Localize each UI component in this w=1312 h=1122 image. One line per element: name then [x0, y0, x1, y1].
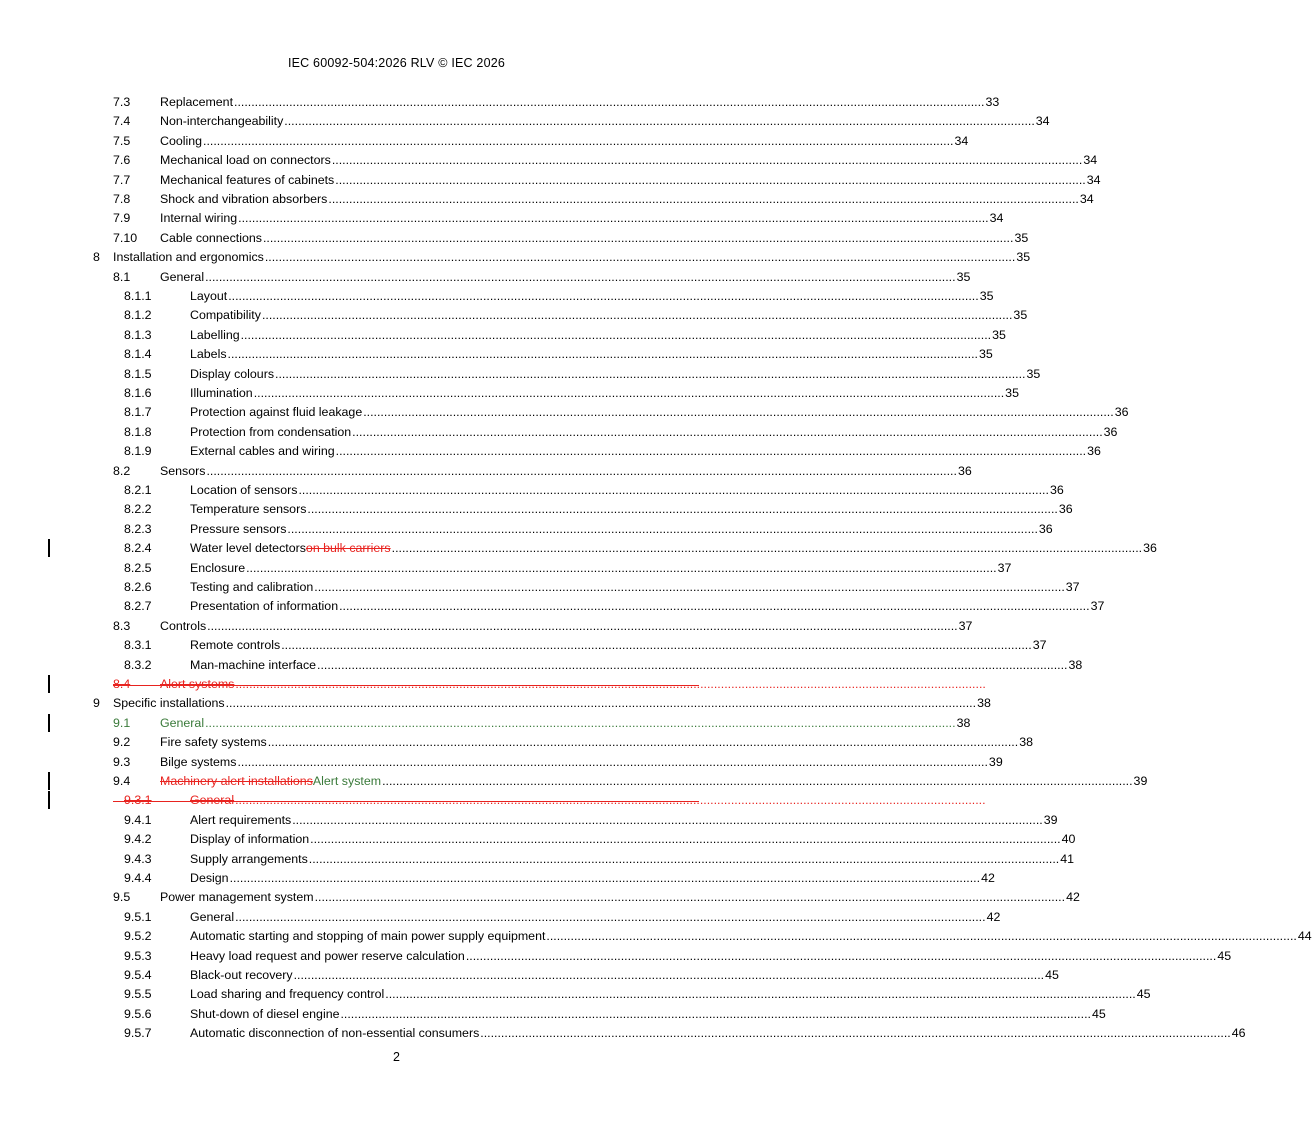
toc-row[interactable] — [0, 520, 1053, 539]
toc-number: 8.1.6 — [124, 386, 152, 400]
toc-title: Bilge systems — [160, 754, 237, 769]
dot-leader: .......................................................................................................................................................................................................................... — [234, 95, 985, 109]
toc-number: 8.1.4 — [124, 347, 152, 362]
toc-title: Location of sensors — [190, 483, 298, 497]
toc-page-number: 35 — [1013, 308, 1028, 323]
dot-leader: .......................................................................................................................................................................................................................... — [314, 890, 1066, 905]
toc-page-number: 36 — [1038, 521, 1053, 536]
toc-number: 9.1 — [113, 715, 131, 730]
toc-row[interactable] — [0, 791, 986, 810]
toc-page-number: 40 — [1061, 832, 1076, 847]
dot-leader: .......................................................................................................................................................................................................................... — [225, 696, 977, 711]
dot-leader: .......................................................................................................................................................................................................................... — [317, 657, 1068, 672]
toc-number: 8.2.5 — [124, 560, 152, 575]
toc-title: Black-out recovery — [190, 968, 293, 982]
toc-row[interactable] — [0, 481, 1064, 500]
toc-page-number: 39 — [988, 754, 1003, 769]
toc-number: 9.5.5 — [124, 987, 152, 1002]
dot-leader: .......................................................................................................................................................................................................................... — [205, 715, 956, 730]
toc-page-number: 46 — [1231, 1026, 1246, 1041]
toc-title: Enclosure — [190, 560, 246, 575]
toc-row[interactable] — [0, 93, 1000, 112]
toc-row[interactable] — [0, 617, 973, 636]
change-bar — [48, 714, 50, 732]
toc-row[interactable] — [0, 403, 1129, 422]
toc-title: Power management system — [160, 890, 314, 905]
toc-page-number: 35 — [979, 347, 993, 362]
toc-row[interactable] — [0, 656, 1083, 675]
toc-number: 8.2.1 — [124, 483, 152, 497]
toc-page-number: 45 — [1045, 968, 1059, 982]
dot-leader: .......................................................................................................................................................................................................................... — [546, 929, 1297, 944]
toc-number: 7.6 — [113, 153, 131, 168]
toc-row[interactable] — [0, 578, 1080, 597]
toc-row[interactable] — [0, 500, 1073, 519]
toc-page-number: 35 — [992, 327, 1006, 342]
toc-number: 7.4 — [113, 114, 131, 129]
dot-leader: .......................................................................................................................................................................................................................... — [203, 133, 954, 148]
toc-title: Display colours — [190, 366, 275, 381]
toc-row[interactable] — [0, 927, 1312, 946]
toc-title: Load sharing and frequency control — [190, 987, 385, 1002]
toc-row[interactable] — [0, 675, 986, 694]
toc-page-number: 36 — [1103, 424, 1118, 439]
dot-leader: .......................................................................................................................................................................................................................... — [293, 968, 1045, 982]
inserted-text: Alert system — [312, 774, 382, 788]
dot-leader: .......................................................................................................................................................................................................................... — [229, 871, 981, 885]
toc-page-number: 44 — [1297, 929, 1312, 944]
toc-number: 9.5.6 — [124, 1006, 152, 1021]
toc-title: Illumination — [190, 386, 253, 400]
toc-number: 8.3.1 — [124, 638, 152, 653]
toc-page-number: 34 — [1083, 153, 1098, 168]
toc-page-number: 36 — [1114, 405, 1129, 420]
toc-number: 8.2.3 — [124, 521, 152, 536]
toc-title: General — [160, 715, 205, 730]
dot-leader: .......................................................................................................................................................................................................................... — [308, 851, 1060, 866]
dot-leader: .......................................................................................................................................................................................................................... — [267, 735, 1019, 750]
dot-leader: .......................................................................................................................................................................................................................... — [307, 502, 1058, 517]
toc-row[interactable] — [0, 132, 969, 151]
toc-row[interactable] — [0, 462, 972, 481]
toc-row[interactable] — [0, 423, 1118, 442]
toc-title: Cooling — [160, 133, 203, 148]
toc-row[interactable] — [0, 171, 1101, 190]
toc-page-number: 37 — [997, 560, 1012, 575]
page-number: 2 — [393, 1050, 400, 1064]
toc-number: 7.7 — [113, 172, 131, 187]
dot-leader: .......................................................................................................................................................................................................................... — [328, 192, 1079, 206]
dot-leader: .......................................................................................................................................................................................................................... — [292, 812, 1043, 827]
toc-page-number: 38 — [1068, 657, 1083, 672]
toc-number: 7.5 — [113, 133, 131, 148]
toc-title: Presentation of information — [190, 599, 339, 614]
toc-row[interactable] — [0, 287, 994, 306]
dot-leader: .......................................................................................................................................................................................................................... — [206, 463, 957, 478]
toc-number: 9.5 — [113, 890, 131, 905]
toc-title: Design — [190, 871, 229, 885]
toc-page-number: 38 — [956, 715, 971, 730]
dot-leader: .......................................................................................................................................................................................................................... — [235, 793, 986, 808]
dot-leader: .......................................................................................................................................................................................................................... — [235, 677, 986, 691]
toc-row[interactable] — [0, 384, 1019, 403]
toc-number: 8.1.7 — [124, 405, 152, 420]
toc-number: 8.3.2 — [124, 657, 152, 672]
toc-page-number: 38 — [1019, 735, 1033, 750]
dot-leader: .......................................................................................................................................................................................................................... — [287, 521, 1038, 536]
toc-title: Cable connections — [160, 230, 262, 245]
toc-row[interactable] — [0, 947, 1232, 966]
toc-number: 9.5.1 — [124, 909, 152, 924]
toc-title: Man-machine interface — [190, 657, 317, 672]
toc-page-number: 39 — [1133, 774, 1148, 788]
toc-row[interactable] — [0, 365, 1041, 384]
toc-page-number: 42 — [981, 871, 995, 885]
toc-number: 9.5.3 — [124, 948, 152, 963]
dot-leader: .......................................................................................................................................................................................................................... — [264, 250, 1016, 265]
toc-number: 9.5.2 — [124, 929, 152, 944]
dot-leader: .......................................................................................................................................................................................................................... — [238, 211, 989, 226]
toc-title: Temperature sensors — [190, 502, 307, 517]
toc-title: Labelling — [190, 327, 240, 342]
toc-title: Non-interchangeability — [160, 114, 284, 129]
toc-title: Layout — [190, 289, 228, 303]
dot-leader: .......................................................................................................................................................................................................................... — [235, 909, 986, 924]
toc-title: Remote controls — [190, 638, 281, 653]
toc-title: Automatic starting and stopping of main power supply equipment — [190, 929, 546, 944]
toc-title: Pressure sensors — [190, 521, 287, 536]
toc-page-number: 42 — [986, 909, 1001, 924]
dot-leader: .......................................................................................................................................................................................................................... — [382, 774, 1133, 788]
dot-leader: .......................................................................................................................................................................................................................... — [363, 405, 1114, 420]
toc-title: Protection against fluid leakage — [190, 405, 363, 420]
toc-row[interactable] — [0, 1024, 1246, 1043]
toc-title: Internal wiring — [160, 211, 238, 226]
toc-number: 8.4 — [113, 677, 131, 691]
toc-page-number: 38 — [977, 696, 991, 711]
toc-title: Alert requirements — [190, 812, 292, 827]
toc-page-number: 37 — [1090, 599, 1105, 614]
toc-number: 9.4.3 — [124, 851, 152, 866]
toc-row[interactable] — [0, 811, 1058, 830]
toc-title: Water level detectors — [190, 541, 306, 556]
deleted-text: Machinery alert installations — [160, 774, 313, 788]
dot-leader: .......................................................................................................................................................................................................................... — [340, 1006, 1091, 1021]
toc-row[interactable] — [0, 830, 1076, 849]
toc-row[interactable] — [0, 597, 1105, 616]
toc-number: 8.2.2 — [124, 502, 152, 517]
toc-row[interactable] — [0, 753, 1003, 772]
toc-row[interactable] — [0, 559, 1012, 578]
dot-leader: .......................................................................................................................................................................................................................... — [237, 754, 988, 769]
toc-row[interactable] — [0, 850, 1075, 869]
toc-page-number: 41 — [1060, 851, 1075, 866]
toc-page-number: 36 — [1087, 444, 1101, 459]
toc-title: Testing and calibration — [190, 580, 314, 594]
toc-page-number: 35 — [979, 289, 994, 303]
dot-leader: .......................................................................................................................................................................................................................... — [310, 832, 1061, 847]
dot-leader: .......................................................................................................................................................................................................................... — [275, 366, 1026, 381]
toc-row[interactable] — [0, 636, 1047, 655]
toc-row[interactable] — [0, 1005, 1106, 1024]
toc-page-number: 35 — [1026, 366, 1041, 381]
toc-row[interactable] — [0, 908, 1001, 927]
toc-row[interactable] — [0, 268, 971, 287]
toc-page-number: 39 — [1043, 812, 1058, 827]
toc-row[interactable] — [0, 733, 1033, 752]
dot-leader: .......................................................................................................................................................................................................................... — [284, 114, 1035, 129]
toc-row[interactable] — [0, 229, 1029, 248]
dot-leader: .......................................................................................................................................................................................................................... — [228, 289, 979, 303]
toc-title: Automatic disconnection of non-essential consumers — [190, 1026, 480, 1041]
toc-page-number: 34 — [1086, 172, 1101, 187]
dot-leader: .......................................................................................................................................................................................................................... — [246, 560, 997, 575]
toc-page-number: 36 — [1058, 502, 1073, 517]
toc-number: 9.2 — [113, 735, 131, 750]
toc-row[interactable] — [0, 151, 1098, 170]
toc-number: 8.2 — [113, 463, 131, 478]
toc-title: Alert systems — [160, 677, 235, 691]
toc-row[interactable] — [0, 772, 1148, 791]
toc-page-number: 37 — [958, 618, 973, 633]
toc-number: 9.3.1 — [124, 793, 152, 808]
toc-page-number: 34 — [1079, 192, 1094, 206]
change-bar — [48, 791, 50, 809]
dot-leader: .......................................................................................................................................................................................................................... — [253, 386, 1005, 400]
toc-number: 7.10 — [113, 230, 138, 245]
toc-page-number: 35 — [1016, 250, 1031, 265]
toc-number: 9 — [93, 696, 100, 711]
toc-title: Labels — [190, 347, 227, 362]
toc-page-number: 34 — [954, 133, 969, 148]
toc-number: 8.1.5 — [124, 366, 152, 381]
dot-leader: .......................................................................................................................................................................................................................... — [207, 618, 958, 633]
dot-leader: .......................................................................................................................................................................................................................... — [352, 424, 1103, 439]
toc-title: Compatibility — [190, 308, 261, 323]
dot-leader: .......................................................................................................................................................................................................................... — [314, 580, 1065, 594]
toc-title: General — [190, 793, 235, 808]
toc-page-number: 45 — [1217, 948, 1232, 963]
toc-row[interactable] — [0, 888, 1080, 907]
toc-row[interactable] — [0, 112, 1050, 131]
toc-title: Fire safety systems — [160, 735, 267, 750]
dot-leader: .......................................................................................................................................................................................................................... — [331, 153, 1083, 168]
change-bar — [48, 675, 50, 693]
toc-number: 9.4.2 — [124, 832, 152, 847]
toc-row[interactable] — [0, 248, 1031, 267]
dot-leader: .......................................................................................................................................................................................................................... — [298, 483, 1049, 497]
toc-title: Controls — [160, 618, 207, 633]
toc-title: Replacement — [160, 95, 234, 109]
toc-page-number: 36 — [957, 463, 972, 478]
page-header: IEC 60092-504:2026 RLV © IEC 2026 — [287, 56, 506, 70]
toc-title: Supply arrangements — [190, 851, 308, 866]
toc-row[interactable] — [0, 190, 1094, 209]
toc-row[interactable] — [0, 966, 1059, 985]
deleted-text: on bulk carriers — [305, 541, 391, 556]
dot-leader: .......................................................................................................................................................................................................................... — [240, 327, 992, 342]
toc-title: Shut-down of diesel engine — [190, 1006, 340, 1021]
toc-page-number: 45 — [1091, 1006, 1106, 1021]
toc-page-number: 34 — [989, 211, 1004, 226]
toc-number: 8.1.2 — [124, 308, 152, 323]
dot-leader: .......................................................................................................................................................................................................................... — [205, 269, 956, 284]
toc-title: General — [190, 909, 235, 924]
toc-page-number: 35 — [1014, 230, 1029, 245]
toc-page-number: 37 — [1032, 638, 1047, 653]
toc-number: 9.4.1 — [124, 812, 152, 827]
toc-number: 8 — [93, 250, 100, 265]
toc-row[interactable] — [0, 442, 1101, 461]
toc-row[interactable] — [0, 345, 993, 364]
toc-title: Specific installations — [113, 696, 225, 711]
toc-number: 8.2.7 — [124, 599, 152, 614]
toc-title: General — [160, 269, 205, 284]
toc-number: 8.3 — [113, 618, 131, 633]
toc-page-number: 34 — [1035, 114, 1050, 129]
toc-number: 9.4 — [113, 774, 131, 788]
change-bar — [48, 539, 50, 557]
dot-leader: .......................................................................................................................................................................................................................... — [281, 638, 1032, 653]
toc-page-number: 35 — [1005, 386, 1019, 400]
toc-row[interactable] — [0, 869, 995, 888]
toc-row[interactable] — [0, 694, 991, 713]
toc-title: Heavy load request and power reserve calculation — [190, 948, 465, 963]
toc-page-number: 36 — [1049, 483, 1064, 497]
toc-number: 8.1.8 — [124, 424, 152, 439]
toc-title: Display of information — [190, 832, 310, 847]
toc-row[interactable] — [0, 539, 1157, 558]
toc-row[interactable] — [0, 326, 1006, 345]
dot-leader: .......................................................................................................................................................................................................................... — [465, 948, 1217, 963]
dot-leader: .......................................................................................................................................................................................................................... — [391, 541, 1143, 556]
toc-number: 9.5.4 — [124, 968, 152, 982]
toc-number: 8.2.6 — [124, 580, 152, 594]
toc-page-number: 35 — [956, 269, 971, 284]
dot-leader: .......................................................................................................................................................................................................................... — [335, 172, 1086, 187]
dot-leader: .......................................................................................................................................................................................................................... — [339, 599, 1090, 614]
toc-title: Sensors — [160, 463, 206, 478]
dot-leader: .......................................................................................................................................................................................................................... — [261, 308, 1013, 323]
toc-page-number: 37 — [1065, 580, 1080, 594]
dot-leader: .......................................................................................................................................................................................................................... — [262, 230, 1014, 245]
change-bar — [48, 772, 50, 790]
toc-page-number: 45 — [1136, 987, 1151, 1002]
toc-page-number: 33 — [985, 95, 1000, 109]
toc-title: Protection from condensation — [190, 424, 352, 439]
toc-number: 9.4.4 — [124, 871, 152, 885]
dot-leader: .......................................................................................................................................................................................................................... — [480, 1026, 1231, 1041]
toc-number: 8.1.3 — [124, 327, 152, 342]
toc-title: Mechanical load on connectors — [160, 153, 331, 168]
toc-number: 7.3 — [113, 95, 131, 109]
toc-title: Mechanical features of cabinets — [160, 172, 335, 187]
toc-page-number: 42 — [1066, 890, 1080, 905]
toc-number: 9.5.7 — [124, 1026, 152, 1041]
dot-leader: .......................................................................................................................................................................................................................... — [227, 347, 978, 362]
dot-leader: .......................................................................................................................................................................................................................... — [335, 444, 1087, 459]
toc-title: Installation and ergonomics — [113, 250, 264, 265]
toc-row[interactable] — [0, 985, 1151, 1004]
toc-row[interactable] — [0, 209, 1004, 228]
toc-number: 8.1 — [113, 269, 131, 284]
toc-number: 9.3 — [113, 754, 131, 769]
toc-row[interactable] — [0, 714, 971, 733]
toc-number: 8.1.1 — [124, 289, 152, 303]
toc-number: 8.2.4 — [124, 541, 152, 556]
toc-number: 8.1.9 — [124, 444, 152, 459]
toc-number: 7.9 — [113, 211, 131, 226]
toc-title: Shock and vibration absorbers — [160, 192, 328, 206]
toc-row[interactable] — [0, 306, 1028, 325]
toc-page-number: 36 — [1143, 541, 1157, 556]
toc-title: External cables and wiring — [190, 444, 335, 459]
dot-leader: .......................................................................................................................................................................................................................... — [385, 987, 1136, 1002]
toc-number: 7.8 — [113, 192, 131, 206]
